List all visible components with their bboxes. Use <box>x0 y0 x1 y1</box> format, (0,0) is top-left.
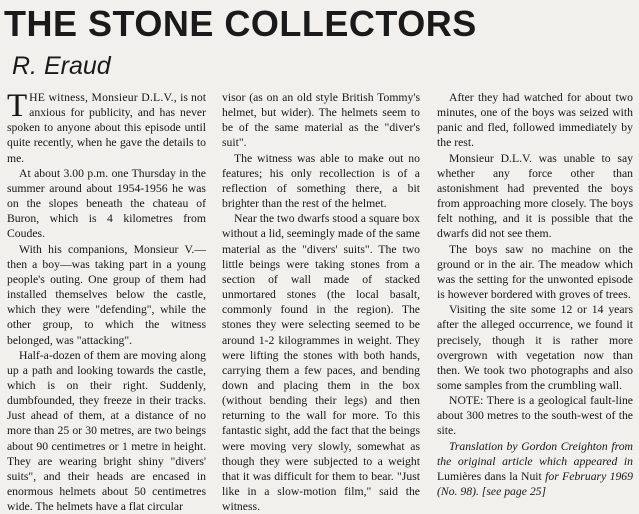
paragraph-1-rest: is not anxious for publicity, and has never spoken to anyone about this episode until quite recently, when he gave the details to me. <box>7 91 206 165</box>
paragraph-9: Monsieur D.L.V. was unable to say whether any force other than astonishment had prevented the boys from approaching more closely. The boys felt nothing, and it is possible that the dwarfs did not see them. <box>437 151 633 241</box>
column-1 <box>7 90 206 514</box>
note-paragraph: NOTE: There is a geological fault-line about 300 metres to the south-west of the site. <box>437 394 633 438</box>
column-2 <box>222 90 420 514</box>
credit-text-2: for February 1969 (No. 98). [see page 25] <box>437 469 633 499</box>
paragraph-11: Visiting the site some 12 or 14 years after the alleged occurrence, we found it precisely, though it is rather more overgrown with vegetation now than then. We took two photographs and also some samples from the crumbling wall. <box>437 303 633 392</box>
credit-text-1: Translation by Gordon Creighton from the original article which appeared in <box>437 439 633 468</box>
drop-cap: T <box>7 88 28 124</box>
credit-journal: Lumières dans la Nuit <box>437 469 542 483</box>
paragraph-3: With his companions, Monsieur V.—then a boy—was taking part in a young people's outing. One group of them had installed themselves below the castle, which they were "defending", while the other group, to which the witness belonged, was "attacking". <box>7 242 206 347</box>
lead-text: HE witness, Monsieur D.L.V., <box>29 91 177 104</box>
article-title: THE STONE COLLECTORS <box>4 3 477 44</box>
translation-credit <box>437 439 633 500</box>
paragraph-7: Near the two dwarfs stood a square box without a lid, seemingly made of the same material as the "divers' suits". The two little beings were taking stones from a section of wall made of stacked unmortared stones (the local basalt, commonly found in the region). The stones they were selecting seemed to be around 1-2 kilogrammes in weight. They were lifting the stones with both hands, carrying them a few paces, and bending down and placing them in the box (without bending their legs) and then returning to the wall for more. To this fantastic sight, add the fact that the beings were moving very slowly, somewhat as though they were subjected to a weight that it was difficult for them to bear. "Just like in a slow-motion film," said the witness. <box>222 212 420 514</box>
column-3 <box>437 90 633 499</box>
paragraph-8: After they had watched for about two minutes, one of the boys was seized with panic and fled, followed immediately by the rest. <box>437 91 633 150</box>
article-author: R. Eraud <box>12 52 111 80</box>
paragraph-6: The witness was able to make out no features; his only recollection is of a reflection of something there, a bit brighter than the rest of the helmet. <box>222 151 420 211</box>
paragraph-5: visor (as on an old style British Tommy's helmet, but wider). The helmets seem to be of the same material as the "diver's suit". <box>222 91 420 150</box>
paragraph-4: Half-a-dozen of them are moving along up a path and looking towards the castle, which is on their right. Suddenly, dumbfounded, they freeze in their tracks. Just ahead of them, at a distance of no more than 25 or 30 metres, are two beings about 90 centimetres or 1 metre in height. They are wearing bright shiny "divers' suits", and their heads are encased in enormous helmets about 50 centimetres wide. The helmets have a flat circular <box>7 348 206 514</box>
paragraph-2: At about 3.00 p.m. one Thursday in the summer around about 1954-1956 he was on the slopes beneath the chateau of Buron, which is 4 kilometres from Coudes. <box>7 166 206 241</box>
paragraph-1 <box>7 90 206 166</box>
paragraph-10: The boys saw no machine on the ground or in the air. The meadow which was the setting for the unwonted episode is however bordered with groves of trees. <box>437 242 633 302</box>
